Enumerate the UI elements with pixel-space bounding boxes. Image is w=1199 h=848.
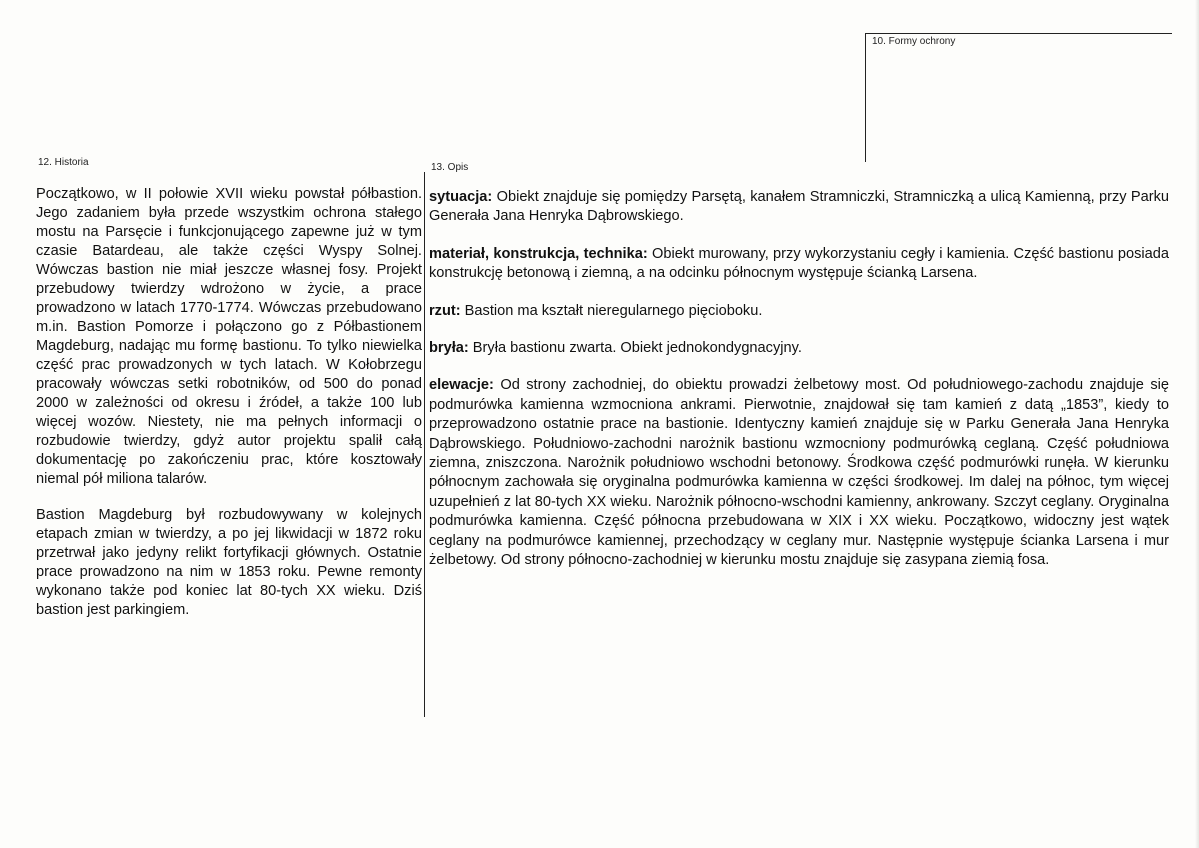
section10-top-rule xyxy=(866,33,1172,34)
description-text: Obiekt murowany, przy wykorzystaniu cegły i kamienia. Część bastionu posiada konstrukcję betonową i ziemną, a na odcinku północnym występuje ścianką Larsena. xyxy=(429,245,1170,282)
description-text: Bryła bastionu zwarta. Obiekt jednokondygnacyjny. xyxy=(468,340,802,357)
description-item-elewacje xyxy=(429,376,1169,570)
description-item-material xyxy=(429,245,1169,284)
description-text: Obiekt znajduje się pomiędzy Parsętą, kanałem Stramniczki, Stramniczką a ulicą Kamienną, przy Parku Generała Jana Henryka Dąbrowskiego. xyxy=(429,189,1169,225)
description-item-rzut xyxy=(429,302,1169,321)
section12-label: 12. Historia xyxy=(38,157,89,168)
description-text: Od strony zachodniej, do obiektu prowadzi żelbetowy most. Od południowego-zachodu znajduje się podmurówka kamienna wzmocniona ankrami. Pierwotnie, znajdował się tam kamień z datą „1853”, kiedy to przeprowadzono ostatnie prace na bastionie. Identyczny kamień znajduje się w Parku Generała Jana Henryka Dąbrowskiego. Południowo-zachodni narożnik bastionu wzmocniony podmurówką ceglaną. Część południowa ziemna, zniszczona. Narożnik południowo wschodni betonowy. Środkowa część podmurówki runęła. W kierunku północnym zachowała się oryginalna podmurówka kamienna w części środkowej. Im dalej na północ, tym więcej uzupełnień z lat 80-tych XX wieku. Narożnik północno-wschodni kamienny, ankrowany. Szczyt ceglany. Oryginalna podmurówka kamienna. Część północna przebudowana w XIX i XX wieku. Początkowo, widoczny jest wątek ceglany na podmurówce kamiennej, przechodzący w ceglany mur. Następnie występuje ścianka Larsena i mur żelbetowy. Od strony północno-zachodniej w kierunku mostu znajduje się zasypana ziemią fosa. xyxy=(429,377,1169,569)
description-item-bryla xyxy=(429,339,1169,358)
scan-edge-shadow xyxy=(1195,0,1199,848)
description-label: materiał, konstrukcja, technika: xyxy=(429,245,648,262)
description-label: sytuacja: xyxy=(429,189,493,205)
description-label: bryła: xyxy=(429,340,469,357)
description-column xyxy=(429,188,1169,589)
section13-label: 13. Opis xyxy=(431,162,469,173)
history-paragraph-1: Początkowo, w II połowie XVII wieku powstał półbastion. Jego zadaniem była przede wszystkim ochrona stałego mostu na Parsęcie i funkcjonującego zapewne już w tym czasie Batardeau, ale także części Wyspy Solnej. Wówczas bastion nie miał jeszcze własnej fosy. Projekt przebudowy twierdzy wdrożono w życie, a prace prowadzono w latach 1770-1774. Wówczas przebudowano m.in. Bastion Pomorze i połączono go z Półbastionem Magdeburg, nadając mu formę bastionu. To tylko niewielka część prac prowadzonych w tych latach. W Kołobrzegu pracowały wówczas setki robotników, od 500 do ponad 2000 w zależności od okresu i źródeł, a także 100 lub więcej wozów. Niestety, nie ma pełnych informacji o rozbudowie twierdzy, gdyż autor projektu spalił całą dokumentację po zakończeniu prac, które kosztowały niemal pół miliona talarów. xyxy=(36,186,422,487)
history-column xyxy=(36,185,422,637)
description-label: elewacje: xyxy=(429,377,494,394)
description-label: rzut: xyxy=(429,302,461,319)
section10-left-rule xyxy=(865,33,866,162)
description-item-sytuacja xyxy=(429,188,1169,227)
description-text: Bastion ma kształt nieregularnego pięcioboku. xyxy=(460,302,763,319)
column-divider xyxy=(424,172,425,717)
section10-label: 10. Formy ochrony xyxy=(872,36,956,47)
history-paragraph-2: Bastion Magdeburg był rozbudowywany w kolejnych etapach zmian w twierdzy, a po jej likwidacji w 1872 roku przetrwał jako jedyny relikt fortyfikacji głównych. Ostatnie prace prowadzono na nim w 1853 roku. Pewne remonty wykonano także pod koniec lat 80-tych XX wieku. Dziś bastion jest parkingiem. xyxy=(36,507,422,618)
